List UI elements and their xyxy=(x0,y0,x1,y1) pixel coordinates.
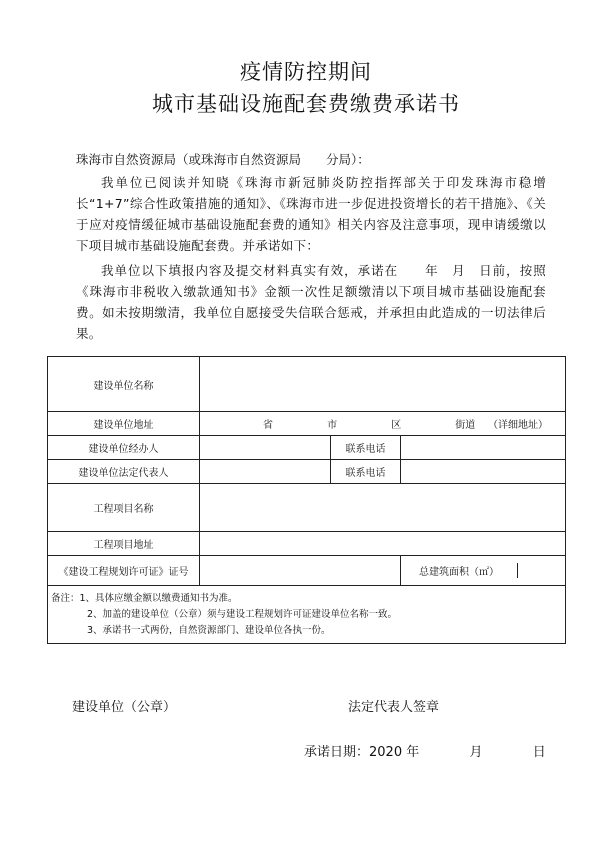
label-phone-2: 联系电话 xyxy=(331,460,401,484)
field-phone-2[interactable] xyxy=(401,460,566,484)
field-total-area[interactable] xyxy=(518,563,566,578)
legal-seal-label: 法定代表人签章 xyxy=(348,700,440,715)
date-label: 承诺日期：2020 年 xyxy=(304,745,420,760)
notes-cell xyxy=(48,586,566,644)
unit-seal-label: 建设单位（公章） xyxy=(72,700,177,715)
paragraph-1: 我单位已阅读并知晓《珠海市新冠肺炎防控指挥部关于印发珠海市稳增长“1+7”综合性政策措施的通知》、《珠海市进一步促进投资增长的若干措施》、《关于应对疫情缓征城市基础设施配套费的通知》相关内容及注意事项，现申请缓缴以下项目城市基础设施配套费。并承诺如下： xyxy=(76,175,546,253)
label-legal-rep: 建设单位法定代表人 xyxy=(48,460,200,484)
paragraph-2: 我单位以下填报内容及提交材料真实有效，承诺在 年 月 日前，按照《珠海市非税收入缴款通知书》金额一次性足额缴清以下项目城市基础设施配套费。如未按期缴清，我单位自愿接受失信联合惩戒，并承担由此造成的一切法律后果。 xyxy=(76,263,546,341)
commitment-date xyxy=(304,741,546,760)
label-phone-1: 联系电话 xyxy=(331,436,401,460)
field-unit-address[interactable] xyxy=(200,412,566,436)
field-legal-rep[interactable] xyxy=(200,460,331,484)
addr-province: 省 xyxy=(263,420,273,431)
salutation: 珠海市自然资源局（或珠海市自然资源局 分局）： xyxy=(76,152,370,167)
title-line-2: 城市基础设施配套费缴费承诺书 xyxy=(152,92,460,116)
note-line-2: 2、加盖的建设单位（公章）须与建设工程规划许可证建设单位名称一致。 xyxy=(87,608,398,620)
label-unit-address: 建设单位地址 xyxy=(48,412,200,436)
label-permit-no: 《建设工程规划许可证》证号 xyxy=(48,556,200,586)
addr-street: 街道 xyxy=(455,420,476,431)
date-day: 日 xyxy=(532,745,546,760)
addr-detail: （详细地址） xyxy=(488,420,548,431)
date-month: 月 xyxy=(469,745,483,760)
field-phone-1[interactable] xyxy=(401,436,566,460)
addr-city: 市 xyxy=(327,420,338,431)
field-unit-name[interactable] xyxy=(200,357,566,412)
field-project-address[interactable] xyxy=(200,532,566,556)
note-line-1: 备注：1、具体应缴金额以缴费通知书为准。 xyxy=(51,592,238,604)
label-handler: 建设单位经办人 xyxy=(48,436,200,460)
title-line-1: 疫情防控期间 xyxy=(240,60,372,84)
label-unit-name: 建设单位名称 xyxy=(48,357,200,412)
label-project-address: 工程项目地址 xyxy=(48,532,200,556)
label-total-area: 总建筑面积（㎡） xyxy=(401,563,518,578)
addr-district: 区 xyxy=(391,420,402,431)
field-project-name[interactable] xyxy=(200,484,566,532)
label-project-name: 工程项目名称 xyxy=(48,484,200,532)
note-line-3: 3、承诺书一式两份，自然资源部门、建设单位各执一份。 xyxy=(87,624,331,636)
commitment-form-table xyxy=(47,356,566,644)
field-handler[interactable] xyxy=(200,436,331,460)
field-permit-no[interactable] xyxy=(200,556,401,586)
